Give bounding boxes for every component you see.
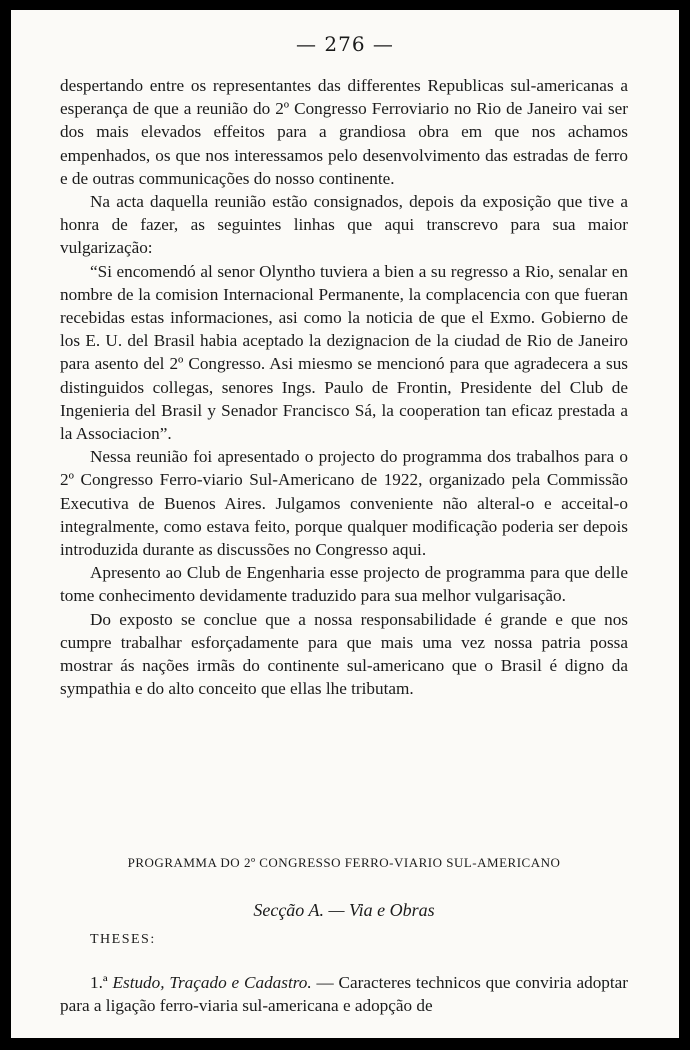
section-subheading: Secção A. — Via e Obras (253, 900, 435, 920)
theses-item-title: Estudo, Traçado e Cadastro. (112, 973, 312, 993)
paragraph-1: despertando entre os representantes das differentes Republicas sul-americanas a esperança de que a reunião do 2º Congresso Ferroviario no Rio de Janeiro vai ser dos mais elevados effeitos para a grandiosa obra em que nos achamos empenhados, os que nos interessamos pelo desenvolvimento das estradas de ferro e de outras communicações do nosso continente. (60, 76, 628, 188)
page-number: — 276 — (296, 32, 394, 56)
paragraph-6: Do exposto se conclue que a nossa responsabilidade é grande e que nos cumpre trabalhar esforçadamente para que mais uma vez nossa patria possa mostrar ás nações irmãs do continente sul-americano que o Brasil é digno da sympathia e do alto conceito que ellas lhe tributam. (60, 609, 628, 699)
section-heading: PROGRAMMA DO 2º CONGRESSO FERRO-VIARIO SUL-AMERICANO (127, 855, 561, 870)
theses-item-number: 1.ª (90, 973, 108, 993)
theses-item-text: — Caracteres technicos que conviria adoptar para a ligação ferro-viaria sul-americana e adopção de (60, 973, 629, 1016)
book-page (11, 10, 679, 1038)
theses-item-1 (60, 971, 628, 1017)
paragraph-2: Na acta daquella reunião estão consignados, depois da exposição que tive a honra de fazer, as seguintes linhas que aqui transcrevo para sua maior vulgarização: (60, 192, 628, 258)
paragraph-3-quote: “Si encomendó al senor Olyntho tuviera a bien a su regresso a Rio, senalar en nombre de la comision Internacional Permanente, la complacencia con que fueran recebidas estas informaciones, asi como la noticia de que el Exmo. Gobierno de los E. U. del Brasil habia aceptado la dezignacion de la ciudad de Rio de Janeiro para asento del 2º Congresso. Asi miesmo se mencionó para que agradecera a sus distinguidos collegas, senores Ings. Paulo de Frontin, Presidente del Club de Ingenieria del Brasil y Senador Francisco Sá, la cooperation tan eficaz prestada a la Associacion”. (60, 261, 628, 444)
paragraph-4: Nessa reunião foi apresentado o projecto do programma dos trabalhos para o 2º Congresso Ferro-viario Sul-Americano de 1922, organizado pela Commissão Executiva de Buenos Aires. Julgamos conveniente não alteral-o e acceital-o integralmente, como estava feito, porque qualquer modificação poderia ser depois introduzida durante as discussões no Congresso aqui. (60, 447, 628, 560)
theses-label: THESES: (90, 932, 156, 947)
paragraph-5: Apresento ao Club de Engenharia esse projecto de programma para que delle tome conhecimento devidamente traduzido para sua melhor vulgarisação. (60, 563, 628, 606)
body-text (60, 74, 628, 700)
